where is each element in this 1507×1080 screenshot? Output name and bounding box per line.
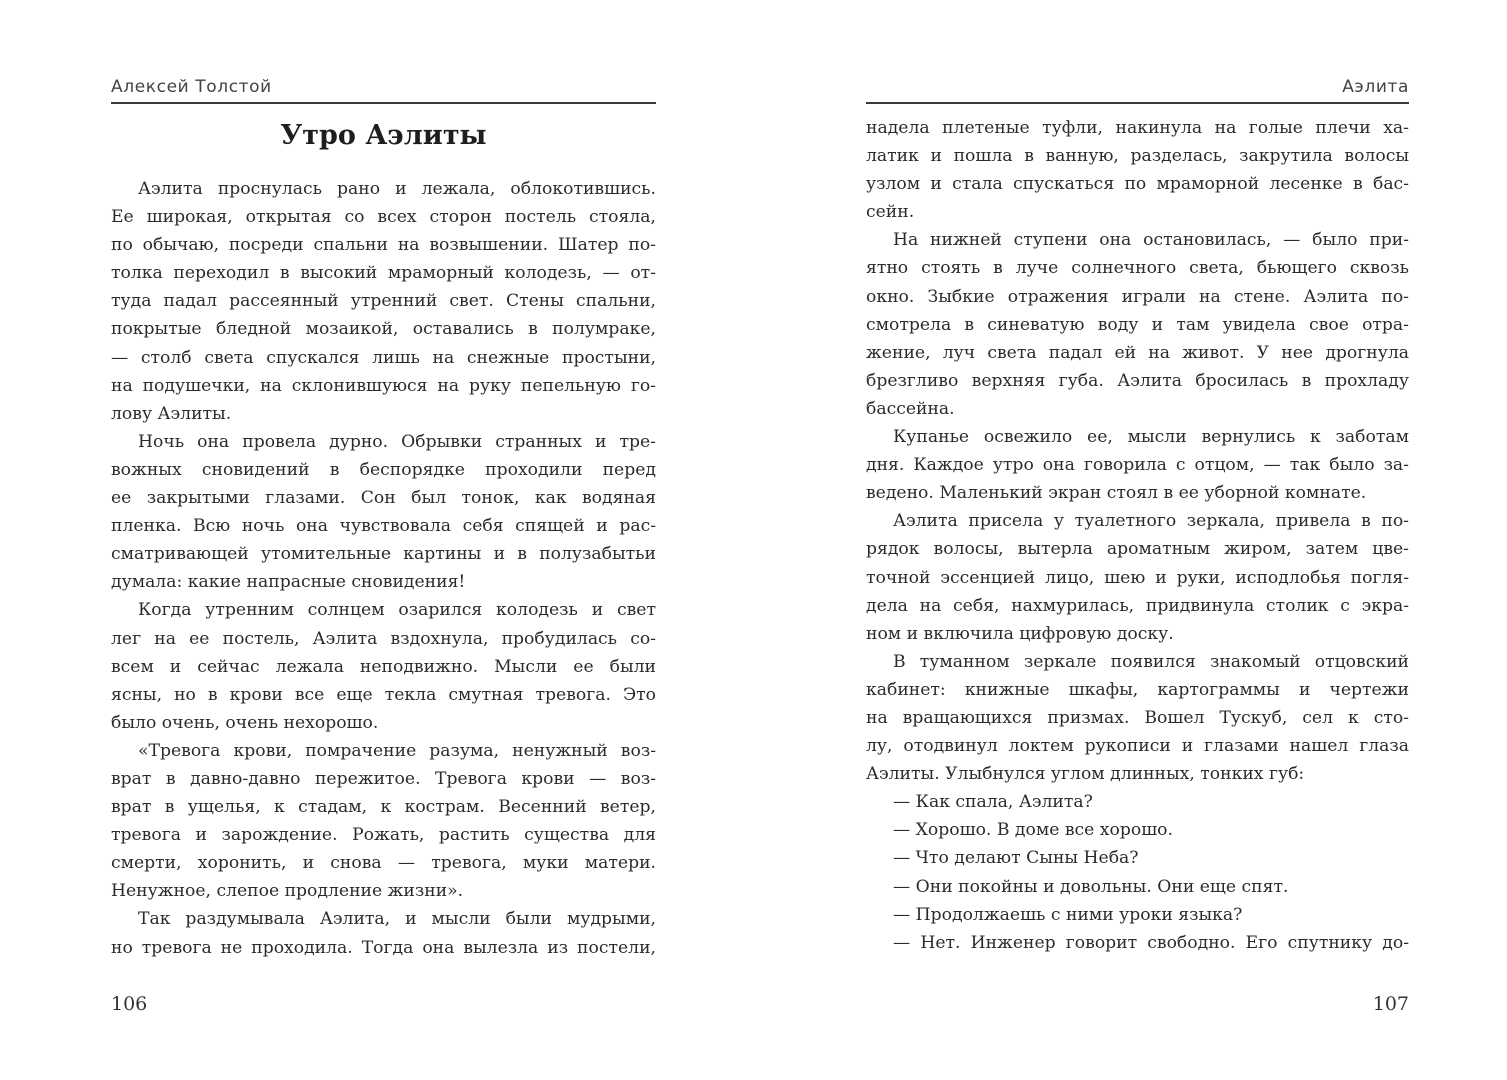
text-line: Когда утренним солнцем озарился колодезь и свет <box>138 600 656 621</box>
text-line: Так раздумывала Аэлита, и мысли были мудрыми, <box>138 909 656 930</box>
text-line: смерти, хоронить, и снова — тревога, муки матери. <box>111 853 656 874</box>
text-line: пленка. Всю ночь она чувствовала себя спящей и рас- <box>111 516 656 537</box>
text-line: на подушечки, на склонившуюся на руку пепельную го- <box>111 375 656 396</box>
text-line: Ее широкая, открытая со всех сторон постель стояла, <box>111 207 656 228</box>
text-line: покрытые бледной мозаикой, оставались в полумраке, <box>111 319 656 340</box>
text-line: сейн. <box>866 202 915 223</box>
left-page <box>111 0 656 1080</box>
text-line: дела на себя, нахмурилась, придвинула столик с экра- <box>866 595 1409 616</box>
text-line: сматривающей утомительные картины и в полузабытьи <box>111 544 656 565</box>
page-number-left: 106 <box>111 993 148 1015</box>
text-line: брезгливо верхняя губа. Аэлита бросилась в прохладу <box>866 370 1409 391</box>
text-line: Ненужное, слепое продление жизни». <box>111 881 464 902</box>
text-line: вожных сновидений в беспорядке проходили перед <box>111 459 656 480</box>
text-line: ятно стоять в луче солнечного света, бьющего сквозь <box>866 258 1409 279</box>
text-line: лову Аэлиты. <box>111 403 232 424</box>
text-line: ясны, но в крови все еще текла смутная тревога. Это <box>111 684 656 705</box>
text-line: точной эссенцией лицо, шею и руки, исподлобья погля- <box>866 567 1409 588</box>
text-line: — Хорошо. В доме все хорошо. <box>893 820 1173 841</box>
text-line: Купанье освежило ее, мысли вернулись к заботам <box>893 427 1409 448</box>
text-line: смотрела в синеватую воду и там увидела свое отра- <box>866 314 1409 335</box>
right-page <box>866 0 1409 1080</box>
text-line: Аэлита присела у туалетного зеркала, привела в по- <box>893 511 1409 532</box>
text-line: Аэлиты. Улыбнулся углом длинных, тонких губ: <box>866 764 1305 785</box>
page-number-right: 107 <box>1372 993 1409 1015</box>
text-line: по обычаю, посреди спальни на возвышении. Шатер по- <box>111 235 656 256</box>
right-page-body-text <box>866 114 1409 957</box>
text-line: лег на ее постель, Аэлита вздохнула, пробудилась со- <box>111 628 656 649</box>
text-line: кабинет: книжные шкафы, картограммы и чертежи <box>866 679 1409 700</box>
text-line: — Они покойны и довольны. Они еще спят. <box>893 876 1289 897</box>
text-line: узлом и стала спускаться по мраморной лесенке в бас- <box>866 174 1409 195</box>
text-line: — Что делают Сыны Неба? <box>893 848 1139 869</box>
text-line: надела плетеные туфли, накинула на голые плечи ха- <box>866 118 1409 138</box>
text-line: тревога и зарождение. Рожать, растить существа для <box>111 825 656 846</box>
text-line: лу, отодвинул локтем рукописи и глазами нашел глаза <box>866 736 1409 757</box>
chapter-title: Утро Аэлиты <box>280 120 487 151</box>
text-line: ном и включила цифровую доску. <box>866 623 1174 644</box>
text-line: жение, луч света падал ей на живот. У нее дрогнула <box>866 342 1409 363</box>
text-line: Аэлита проснулась рано и лежала, облокотившись. <box>138 179 656 199</box>
text-line: В туманном зеркале появился знакомый отцовский <box>893 651 1409 672</box>
text-line: — Как спала, Аэлита? <box>893 792 1093 813</box>
text-line: всем и сейчас лежала неподвижно. Мысли ее были <box>111 656 656 677</box>
running-head-author: Алексей Толстой <box>111 76 656 104</box>
text-line: «Тревога крови, помрачение разума, ненужный воз- <box>138 740 656 761</box>
text-line: бассейна. <box>866 398 955 419</box>
text-line: но тревога не проходила. Тогда она вылезла из постели, <box>111 937 656 958</box>
text-line: латик и пошла в ванную, разделась, закрутила волосы <box>866 146 1409 167</box>
text-line: — Продолжаешь с ними уроки языка? <box>893 904 1243 925</box>
text-line: ее закрытыми глазами. Сон был тонок, как водяная <box>111 488 656 509</box>
text-line: на вращающихся призмах. Вошел Тускуб, сел к сто- <box>866 707 1409 728</box>
text-line: дня. Каждое утро она говорила с отцом, — так было за- <box>866 455 1409 476</box>
text-line: думала: какие напрасные сновидения! <box>111 572 466 593</box>
text-line: врат в ущелья, к стадам, к кострам. Весенний ветер, <box>111 797 656 818</box>
running-head-title: Аэлита <box>866 76 1409 104</box>
text-line: рядок волосы, вытерла ароматным жиром, затем цве- <box>866 539 1409 560</box>
text-line: окно. Зыбкие отражения играли на стене. Аэлита по- <box>866 286 1409 307</box>
text-line: — Нет. Инженер говорит свободно. Его спутнику до- <box>893 932 1409 953</box>
text-line: Ночь она провела дурно. Обрывки странных и тре- <box>138 431 656 452</box>
left-page-body-text <box>111 175 656 962</box>
text-line: — столб света спускался лишь на снежные простыни, <box>111 347 656 368</box>
text-line: На нижней ступени она остановилась, — было при- <box>893 230 1409 251</box>
text-line: туда падал рассеянный утренний свет. Стены спальни, <box>111 291 656 312</box>
text-line: ведено. Маленький экран стоял в ее уборной комнате. <box>866 483 1367 504</box>
text-line: толка переходил в высокий мраморный колодезь, — от- <box>111 263 656 284</box>
text-line: врат в давно-давно пережитое. Тревога крови — воз- <box>111 768 656 789</box>
text-line: было очень, очень нехорошо. <box>111 712 379 733</box>
